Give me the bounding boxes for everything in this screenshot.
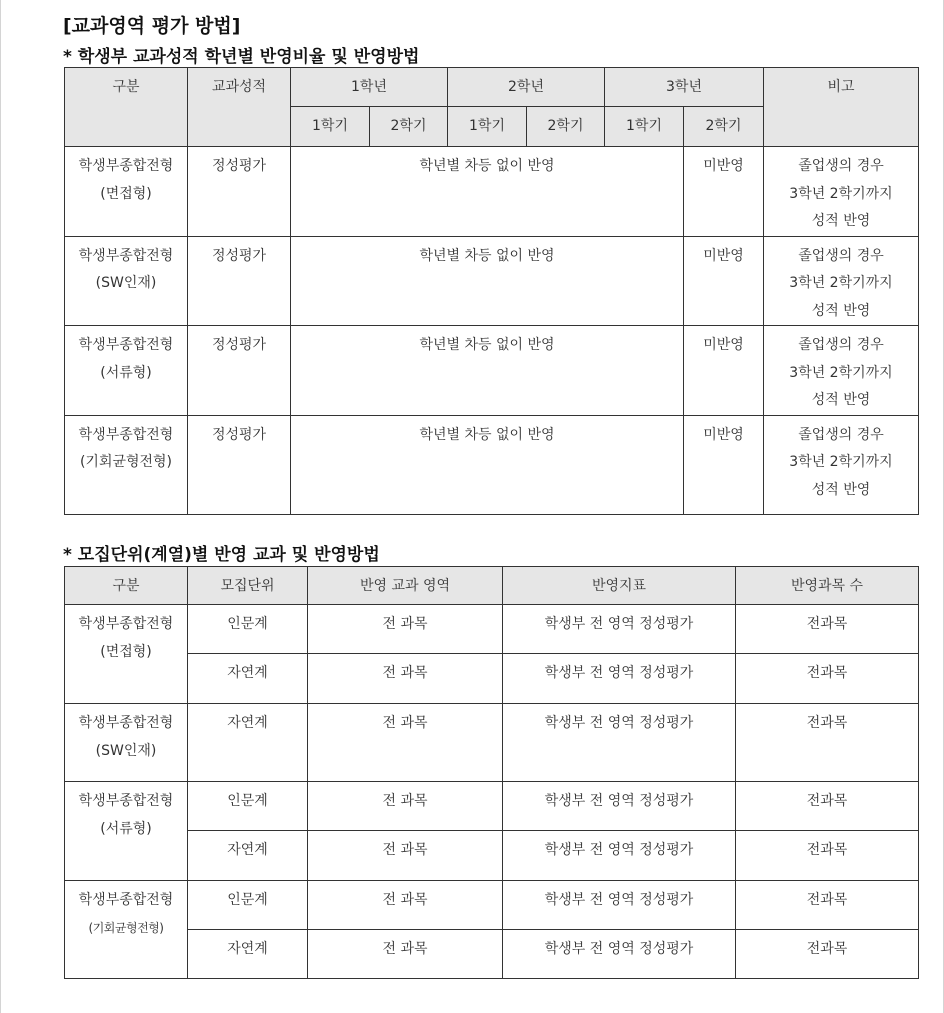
table-row — [65, 782, 919, 831]
table-row — [65, 326, 919, 416]
table-row — [65, 147, 919, 237]
grade-reflection-table — [64, 67, 919, 515]
row-count: 전과목 — [736, 605, 919, 654]
row-note-cell — [764, 326, 919, 416]
row-type-sub: (SW인재) — [95, 742, 157, 759]
row-area: 전 과목 — [308, 782, 503, 831]
header-y3-sem2: 2학기 — [684, 107, 764, 147]
row-note-line1: 졸업생의 경우 — [798, 426, 884, 443]
table-row — [65, 605, 919, 654]
header2-unit: 모집단위 — [188, 567, 308, 605]
row-type-sub: (SW인재) — [95, 275, 157, 291]
table-row — [65, 831, 919, 881]
section1-heading: * 학생부 교과성적 학년별 반영비율 및 반영방법 — [63, 47, 420, 67]
header-y2-sem2: 2학기 — [527, 107, 605, 147]
row-type-sub: (면접형) — [100, 185, 152, 202]
row-type-cell — [65, 236, 188, 326]
row-type-name: 학생부종합전형 — [78, 616, 174, 632]
section2-heading: * 모집단위(계열)별 반영 교과 및 반영방법 — [63, 545, 380, 565]
row-index: 학생부 전 영역 정성평가 — [503, 654, 736, 704]
row-note-line3: 성적 반영 — [811, 213, 871, 229]
row-index: 학생부 전 영역 정성평가 — [503, 605, 736, 654]
row-type-name: 학생부종합전형 — [78, 793, 174, 809]
header-grades: 교과성적 — [188, 68, 291, 147]
header-year3: 3학년 — [605, 68, 764, 107]
row-type-sub: (서류형) — [100, 820, 152, 837]
row-area: 전 과목 — [308, 831, 503, 881]
row-type-name: 학생부종합전형 — [78, 426, 174, 443]
unit-reflection-table — [64, 566, 919, 979]
row-type-cell — [65, 326, 188, 416]
row-index: 학생부 전 영역 정성평가 — [503, 782, 736, 831]
row-count: 전과목 — [736, 782, 919, 831]
row-y3s2: 미반영 — [684, 415, 764, 514]
table-row — [65, 930, 919, 979]
row-note-line2: 3학년 2학기까지 — [789, 185, 893, 202]
row-reflect: 학년별 차등 없이 반영 — [291, 415, 684, 514]
row-note-line1: 졸업생의 경우 — [798, 158, 884, 174]
row-type-cell — [65, 881, 188, 979]
row-note-line1: 졸업생의 경우 — [798, 337, 884, 353]
table-row — [65, 236, 919, 326]
row-note-line1: 졸업생의 경우 — [798, 247, 884, 264]
row-unit: 자연계 — [188, 831, 308, 881]
row-type-cell — [65, 605, 188, 704]
header2-index: 반영지표 — [503, 567, 736, 605]
header2-area: 반영 교과 영역 — [308, 567, 503, 605]
row-grades: 정성평가 — [188, 147, 291, 237]
row-type-sub: (기회균형전형) — [88, 920, 164, 935]
row-type-name: 학생부종합전형 — [78, 158, 174, 174]
table-row — [65, 415, 919, 514]
row-index: 학생부 전 영역 정성평가 — [503, 881, 736, 930]
header2-count: 반영과목 수 — [736, 567, 919, 605]
row-type-name: 학생부종합전형 — [78, 715, 174, 731]
row-type-name: 학생부종합전형 — [78, 892, 174, 908]
row-count: 전과목 — [736, 654, 919, 704]
row-type-sub: (서류형) — [100, 364, 152, 381]
row-area: 전 과목 — [308, 605, 503, 654]
row-note-line2: 3학년 2학기까지 — [789, 364, 893, 381]
row-index: 학생부 전 영역 정성평가 — [503, 831, 736, 881]
table-row — [65, 881, 919, 930]
row-area: 전 과목 — [308, 704, 503, 782]
row-unit: 자연계 — [188, 930, 308, 979]
row-type-cell — [65, 415, 188, 514]
row-note-cell — [764, 236, 919, 326]
row-type-cell — [65, 147, 188, 237]
table-row — [65, 704, 919, 782]
row-area: 전 과목 — [308, 930, 503, 979]
row-area: 전 과목 — [308, 654, 503, 704]
header-year2: 2학년 — [448, 68, 605, 107]
row-reflect: 학년별 차등 없이 반영 — [291, 326, 684, 416]
row-note-line2: 3학년 2학기까지 — [789, 454, 893, 470]
row-type-name: 학생부종합전형 — [78, 247, 174, 264]
row-grades: 정성평가 — [188, 236, 291, 326]
row-reflect: 학년별 차등 없이 반영 — [291, 236, 684, 326]
row-unit: 인문계 — [188, 605, 308, 654]
row-y3s2: 미반영 — [684, 326, 764, 416]
row-y3s2: 미반영 — [684, 147, 764, 237]
row-type-name: 학생부종합전형 — [78, 337, 174, 353]
header-note: 비고 — [764, 68, 919, 147]
row-unit: 인문계 — [188, 782, 308, 831]
row-index: 학생부 전 영역 정성평가 — [503, 704, 736, 782]
row-area: 전 과목 — [308, 881, 503, 930]
row-note-cell — [764, 415, 919, 514]
row-note-line3: 성적 반영 — [811, 481, 871, 498]
row-unit: 자연계 — [188, 704, 308, 782]
header-y3-sem1: 1학기 — [605, 107, 684, 147]
page-title: [교과영역 평가 방법] — [63, 15, 241, 37]
row-count: 전과목 — [736, 881, 919, 930]
row-note-cell — [764, 147, 919, 237]
header2-type: 구분 — [65, 567, 188, 605]
row-note-line3: 성적 반영 — [811, 392, 871, 408]
row-type-cell — [65, 782, 188, 881]
row-note-line3: 성적 반영 — [811, 302, 871, 319]
row-unit: 인문계 — [188, 881, 308, 930]
row-unit: 자연계 — [188, 654, 308, 704]
row-y3s2: 미반영 — [684, 236, 764, 326]
table-row — [65, 654, 919, 704]
row-count: 전과목 — [736, 930, 919, 979]
row-count: 전과목 — [736, 831, 919, 881]
row-note-line2: 3학년 2학기까지 — [789, 275, 893, 291]
row-grades: 정성평가 — [188, 415, 291, 514]
header-year1: 1학년 — [291, 68, 448, 107]
header-y2-sem1: 1학기 — [448, 107, 527, 147]
header-type: 구분 — [65, 68, 188, 147]
row-type-cell — [65, 704, 188, 782]
row-count: 전과목 — [736, 704, 919, 782]
row-reflect: 학년별 차등 없이 반영 — [291, 147, 684, 237]
row-index: 학생부 전 영역 정성평가 — [503, 930, 736, 979]
page-edge-left — [0, 0, 1, 1013]
header-y1-sem2: 2학기 — [370, 107, 448, 147]
row-type-sub: (기회균형전형) — [79, 454, 173, 470]
row-type-sub: (면접형) — [100, 643, 152, 660]
row-grades: 정성평가 — [188, 326, 291, 416]
header-y1-sem1: 1학기 — [291, 107, 370, 147]
